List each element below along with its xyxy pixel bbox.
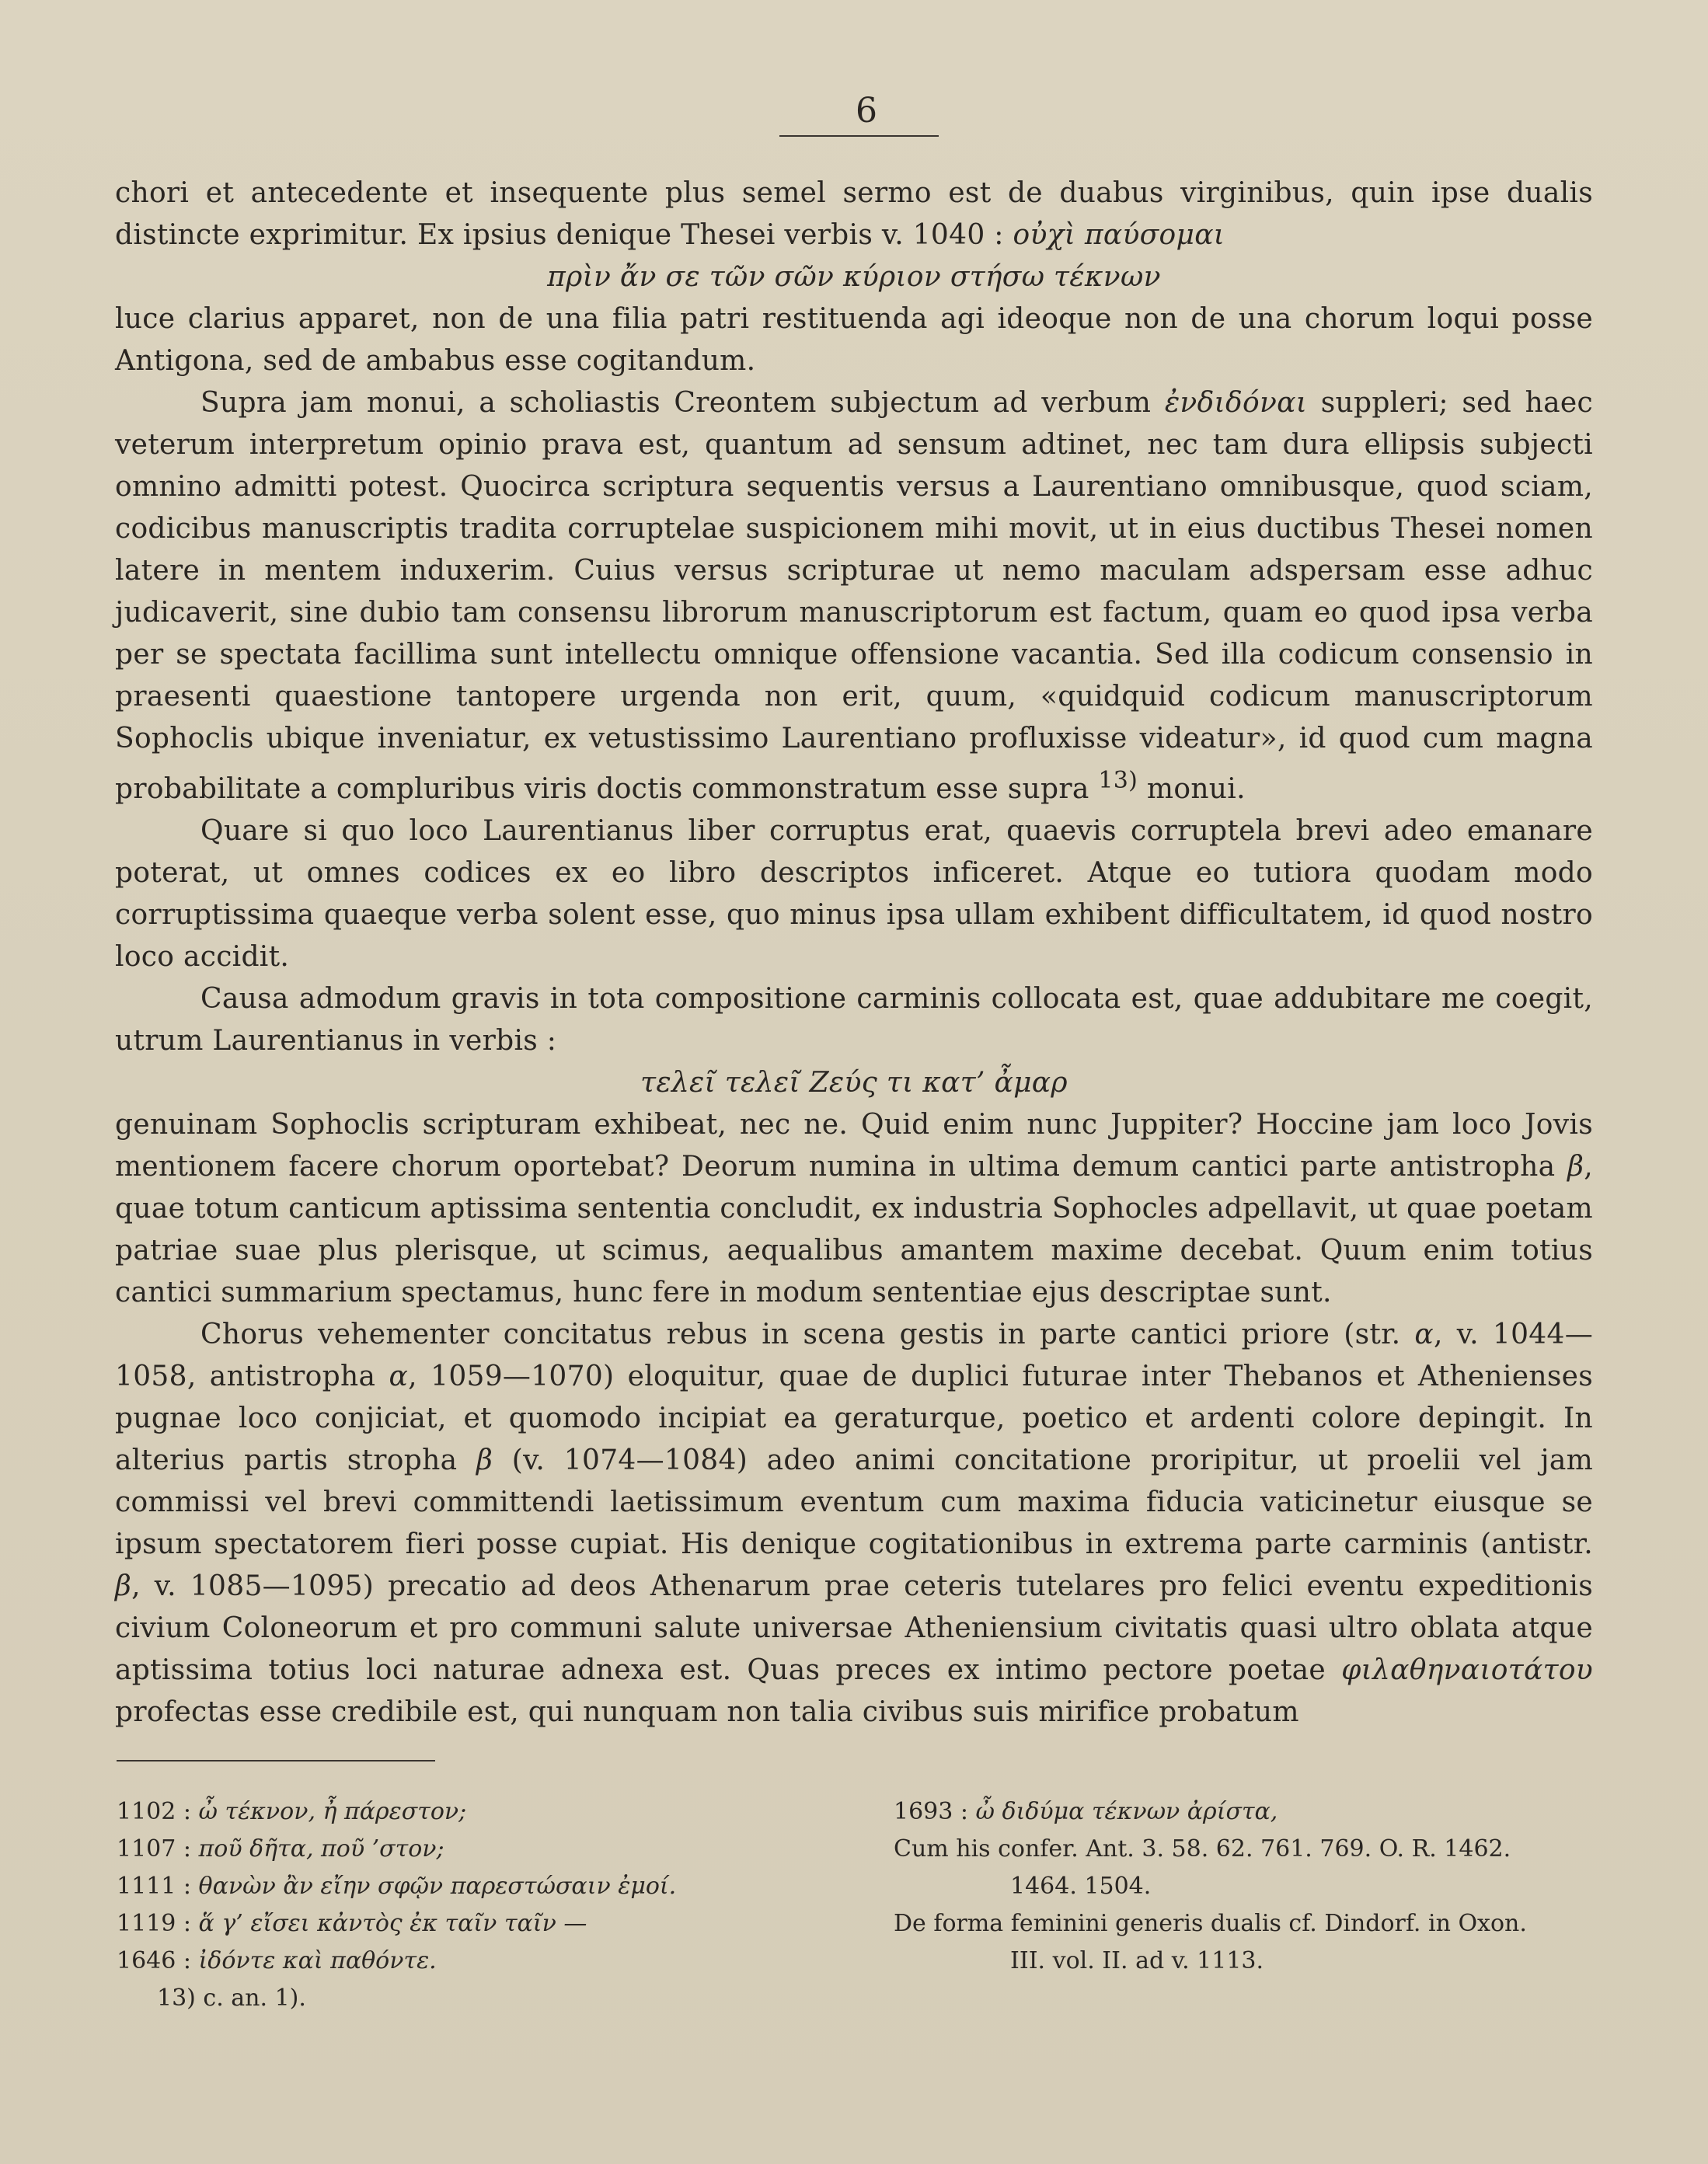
greek-letter: β xyxy=(1567,1151,1584,1183)
greek-citation: ἰδόντε καὶ παθόντε. xyxy=(198,1947,437,1974)
paragraph-5 xyxy=(115,1314,1593,1734)
greek-letter: β xyxy=(115,1570,132,1602)
paragraph-2 xyxy=(115,382,1593,810)
greek-letter: α xyxy=(389,1361,409,1392)
main-text xyxy=(115,172,1593,1734)
greek-verse-line: τελεῖ τελεῖ Ζεύς τι κατ’ ἆμαρ xyxy=(640,1067,1068,1099)
header-rule xyxy=(779,135,939,137)
footnote-line: Cum his confer. Ant. 3. 58. 62. 761. 769. O. R. 1462. xyxy=(894,1835,1511,1863)
text-segment: monui. xyxy=(1146,773,1246,805)
footnote-line xyxy=(117,1905,894,1943)
greek-citation: ποῦ δῆτα, ποῦ ’στον; xyxy=(198,1835,444,1863)
greek-quote: οὐχὶ παύσομαι xyxy=(1013,219,1225,251)
greek-word: φιλαθηναιοτάτου xyxy=(1341,1654,1593,1686)
verse-number: 1646 : xyxy=(117,1947,191,1974)
paragraph-1 xyxy=(115,172,1593,256)
paragraph-1-continued: luce clarius apparet, non de una filia patri restituenda agi ideoque non de una chorum loqui posse Antigona, sed de ambabus esse cogitandum. xyxy=(115,303,1593,377)
footnote-13: 13) c. an. 1). xyxy=(157,1985,306,2012)
greek-citation: ὦ τέκνον, ἦ πάρεστον; xyxy=(198,1798,467,1825)
text-segment: genuinam Sophoclis scripturam exhibeat, nec ne. Quid enim nunc Juppiter? Hoccine jam loco Jovis mentionem facere chorum oportebat? Deorum numina in ultima demum cantici parte antistropha xyxy=(115,1109,1593,1183)
paragraph-3: Quare si quo loco Laurentianus liber corruptus erat, quaevis corruptela brevi adeo emanare poterat, ut omnes codices ex eo libro descriptos inficeret. Atque eo tutiora quodam modo corruptissima quaeque verba solent esse, quo minus ipsa ullam exhibent difficultatem, id quod nostro loco accidit. xyxy=(115,815,1593,973)
footnote-rule xyxy=(117,1760,435,1762)
footnotes-right-column xyxy=(894,1793,1632,1980)
greek-citation: ὦ διδύμα τέκνων ἀρίστα, xyxy=(975,1798,1278,1825)
greek-citation: θανὼν ἂν εἴην σφῷν παρεστώσαιν ἐμοί. xyxy=(198,1873,677,1900)
note-reference: 13) xyxy=(1098,767,1138,794)
text-segment: , v. 1044—1058, antistropha xyxy=(115,1319,1593,1392)
footnote-line: III. vol. II. ad v. 1113. xyxy=(1010,1947,1264,1974)
verse-number: 1111 : xyxy=(117,1873,191,1900)
footnote-line xyxy=(117,1943,894,1980)
paragraph-4: Causa admodum gravis in tota compositione carminis collocata est, quae addubitare me coegit, utrum Laurentianus in verbis : xyxy=(115,983,1593,1057)
page-number: 6 xyxy=(856,91,877,131)
text-segment: chori et antecedente et insequente plus semel sermo est de duabus virginibus, quin ipse dualis distincte exprimitur. Ex ipsius denique Thesei verbis v. 1040 : xyxy=(115,177,1593,251)
text-segment: Chorus vehementer concitatus rebus in scena gestis in parte cantici priore (str. xyxy=(200,1319,1401,1350)
verse-number: 1119 : xyxy=(117,1910,191,1937)
footnotes-left-column xyxy=(117,1793,894,2017)
text-segment: profectas esse credibile est, qui nunquam non talia civibus suis mirifice probatum xyxy=(115,1696,1299,1728)
greek-citation: ἅ γ’ εἴσει κἀντὸς ἐκ ταῖν ταῖν — xyxy=(198,1910,587,1937)
footnote-line: 1464. 1504. xyxy=(1010,1873,1152,1900)
text-segment: suppleri; sed haec veterum interpretum opinio prava est, quantum ad sensum adtinet, nec tam dura ellipsis subjecti omnino admitti potest. Quocirca scriptura sequentis versus a Laurentiano omnibusque, quod sciam, codicibus manuscriptis tradita corruptelae suspicionem mihi movit, ut in eius ductibus Thesei nomen latere in mentem induxerim. Cuius versus scripturae ut nemo maculam adspersam esse adhuc judicaverit, sine dubio tam consensu librorum manuscriptorum est factum, quam eo quod ipsa verba per se spectata facillima sunt intellectu omnique offensione vacantia. Sed illa codicum consensio in praesenti quaestione tantopere urgenda non erit, quum, «quidquid codicum manuscriptorum Sophoclis ubique inveniatur, ex vetustissimo Laurentiano profluxisse videatur», id quod cum magna probabilitate a compluribus viris doctis commonstratum esse supra xyxy=(115,387,1594,805)
footnote-line: De forma feminini generis dualis cf. Dindorf. in Oxon. xyxy=(894,1910,1527,1937)
footnote-line xyxy=(117,1868,894,1905)
greek-verse-line: πρὶν ἄν σε τῶν σῶν κύριον στήσω τέκνων xyxy=(547,261,1161,293)
greek-letter: β xyxy=(476,1444,493,1476)
text-segment: (v. 1074—1084) adeo animi concitatione proripitur, ut proelii vel jam commissi vel brevi committendi laetissimum eventum cum maxima fiducia vaticinetur eiusque se ipsum spectatorem fieri posse cupiat. His denique cogitationibus in extrema parte carminis (antistr. xyxy=(115,1444,1594,1560)
verse-number: 1102 : xyxy=(117,1798,191,1825)
text-segment: , quae totum canticum aptissima sententia concludit, ex industria Sophocles adpellavit, ut quae poetam patriae suae plus plerisque, ut scimus, aequalibus amantem maxime decebat. Quum enim totius cantici summarium spectamus, hunc fere in modum sententiae ejus descriptae sunt. xyxy=(115,1151,1593,1309)
greek-letter: α xyxy=(1414,1319,1434,1350)
paragraph-4-continued xyxy=(115,1104,1593,1314)
greek-word: ἐνδιδόναι xyxy=(1164,387,1308,419)
footnote-line xyxy=(117,1831,894,1868)
text-segment: , v. 1085—1095) precatio ad deos Athenarum prae ceteris tutelares pro felici eventu expeditionis civium Coloneorum et pro communi salute universae Atheniensium civitatis quasi ultro oblata atque aptissima totius loci naturae adnexa est. Quas preces ex intimo pectore poetae xyxy=(115,1570,1593,1686)
text-segment: Supra jam monui, a scholiastis Creontem subjectum ad verbum xyxy=(200,387,1152,419)
verse-number: 1107 : xyxy=(117,1835,191,1863)
text-segment: , 1059—1070) eloquitur, quae de duplici futurae inter Thebanos et Athenienses pugnae loco conjiciat, et quomodo incipiat ea geraturque, poetico et ardenti colore depingit. In alterius partis stropha xyxy=(115,1361,1593,1476)
verse-number: 1693 : xyxy=(894,1798,968,1825)
footnote-line xyxy=(117,1793,894,1831)
footnote-line xyxy=(894,1793,1632,1831)
